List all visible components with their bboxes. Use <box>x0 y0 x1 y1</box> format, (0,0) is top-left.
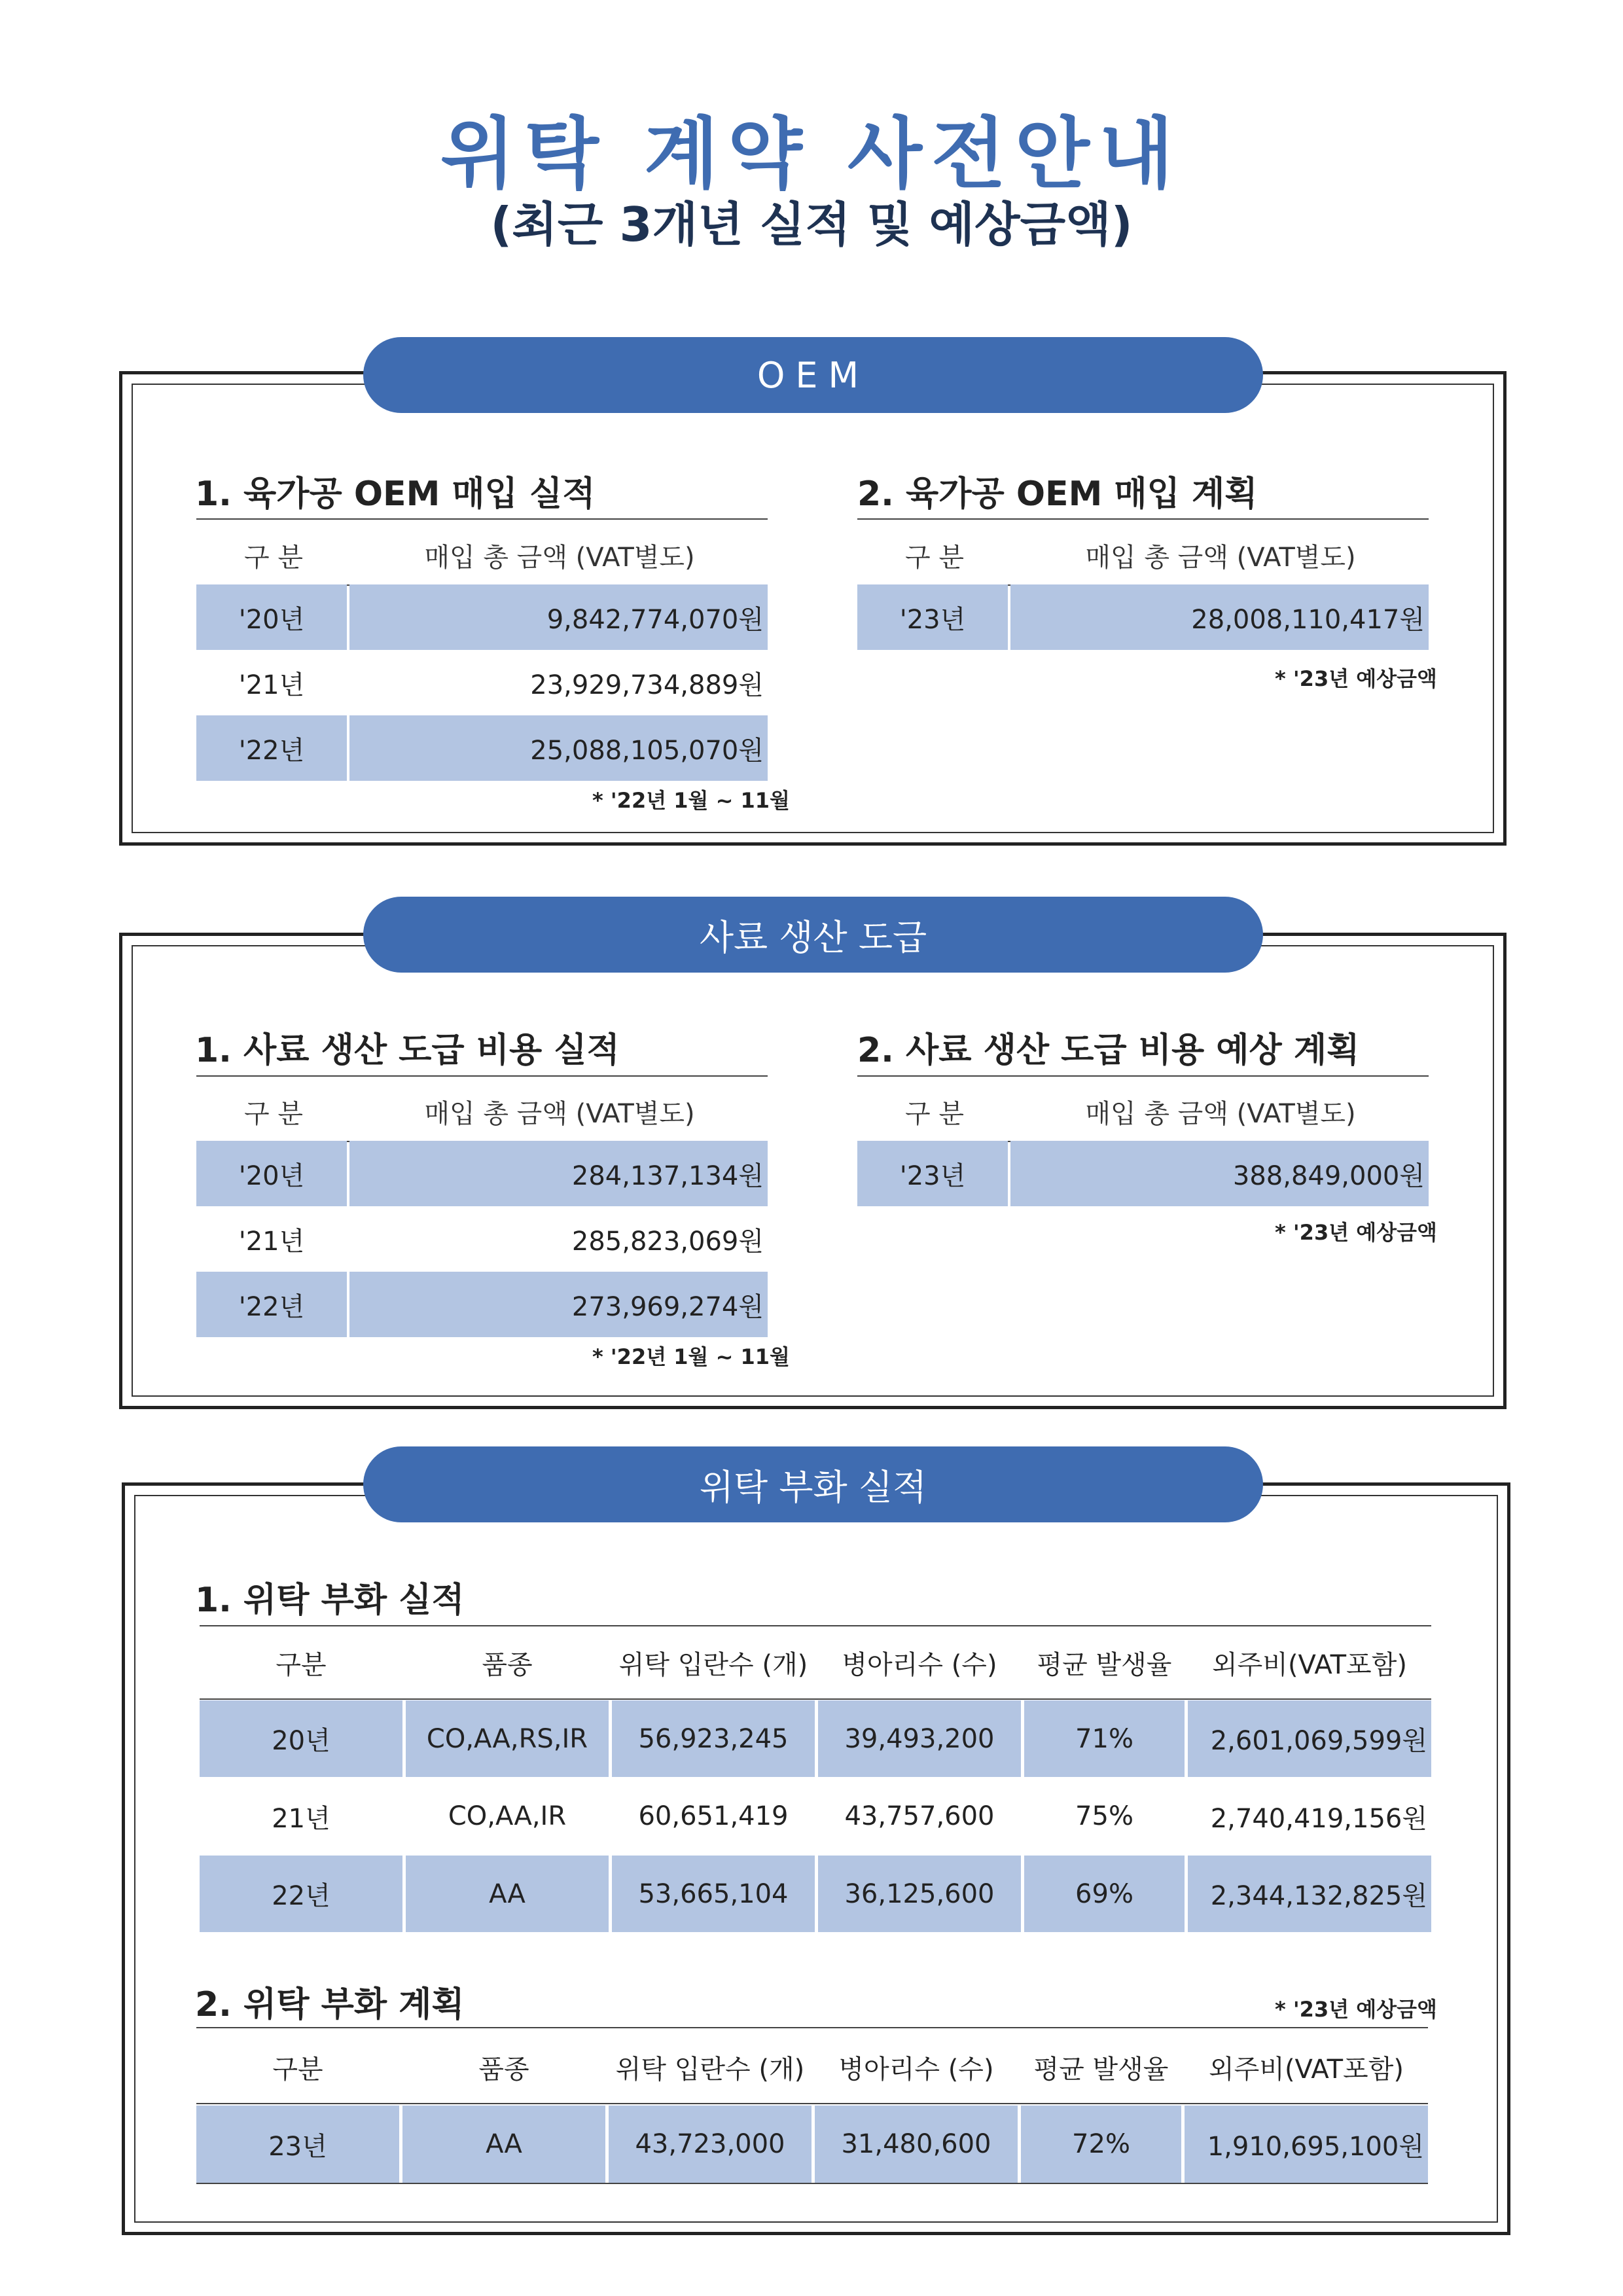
col-header: 구분 <box>276 1649 327 1680</box>
hatch-actual-cell: 39,493,200 <box>818 1700 1021 1777</box>
hatch-plan-cell: 31,480,600 <box>815 2106 1018 2183</box>
hatch-actual-cell: 2,601,069,599원 <box>1188 1700 1431 1777</box>
feed-plan-heading: 2. 사료 생산 도급 비용 예상 계획 <box>857 1031 1360 1070</box>
feed-actual-amount-22: 273,969,274원 <box>349 1272 768 1337</box>
page-title: 위탁 계약 사전안내 <box>440 109 1183 199</box>
hatch-actual-cell: 20년 <box>200 1700 402 1777</box>
hatch-actual-header-row <box>200 1630 1431 1695</box>
table-row <box>196 1206 768 1272</box>
feed-actual-heading: 1. 사료 생산 도급 비용 실적 <box>195 1031 620 1070</box>
feed-actual-amount-21: 285,823,069원 <box>571 1226 764 1257</box>
table-row <box>200 1700 1431 1777</box>
hatch-actual-cell: 56,923,245 <box>612 1700 815 1777</box>
oem-actual-amount-22: 25,088,105,070원 <box>349 715 768 781</box>
col-header: 외주비(VAT포함) <box>1209 2054 1404 2085</box>
oem-actual-note: * '22년 1월 ~ 11월 <box>592 788 790 813</box>
col-header: 평균 발생율 <box>1037 1649 1172 1680</box>
hatch-actual-cell: 69% <box>1024 1856 1185 1932</box>
table-row <box>196 2106 1428 2183</box>
hatch-plan-cell: 1,910,695,100원 <box>1185 2106 1428 2183</box>
oem-actual-year-21: '21년 <box>238 670 305 700</box>
hatch-actual-cell: 53,665,104 <box>612 1856 815 1932</box>
hatch-actual-cell: 75% <box>1075 1801 1133 1831</box>
feed-actual-note: * '22년 1월 ~ 11월 <box>592 1344 790 1369</box>
hatch-actual-heading: 1. 위탁 부화 실적 <box>195 1581 465 1620</box>
hatch-actual-cell: 21년 <box>272 1803 330 1834</box>
col-header: 품종 <box>482 1649 533 1680</box>
oem-actual-year-20: '20년 <box>196 584 347 650</box>
hatch-actual-cell: 22년 <box>200 1856 402 1932</box>
hatch-actual-cell: 2,740,419,156원 <box>1210 1803 1427 1834</box>
table-row <box>196 1272 768 1337</box>
hatch-actual-cell: CO,AA,IR <box>448 1801 567 1831</box>
col-header: 구분 <box>272 2054 323 2085</box>
oem-plan-col-year: 구 분 <box>905 543 964 573</box>
hatch-actual-cell: 43,757,600 <box>844 1801 995 1831</box>
oem-actual-year-22: '22년 <box>196 715 347 781</box>
feed-plan-col-amount: 매입 총 금액 (VAT별도) <box>1085 1099 1356 1129</box>
hatch-plan-header-row <box>196 2034 1428 2100</box>
feed-plan-col-year: 구 분 <box>905 1099 964 1129</box>
feed-plan-amount-23: 388,849,000원 <box>1010 1141 1429 1206</box>
table-row <box>196 584 768 650</box>
col-header: 위탁 입란수 (개) <box>618 1649 808 1680</box>
hatch-section-header: 위탁 부화 실적 <box>363 1446 1263 1522</box>
table-row <box>200 1856 1431 1932</box>
col-header: 평균 발생율 <box>1033 2054 1169 2085</box>
feed-actual-col-year: 구 분 <box>244 1099 303 1129</box>
hatch-plan-note: * '23년 예상금액 <box>1275 1997 1437 2022</box>
oem-plan-year-23: '23년 <box>857 584 1008 650</box>
page-subtitle: (최근 3개년 실적 및 예상금액) <box>490 197 1133 252</box>
hatch-actual-cell: 71% <box>1024 1700 1185 1777</box>
oem-plan-note: * '23년 예상금액 <box>1275 666 1437 691</box>
feed-actual-col-amount: 매입 총 금액 (VAT별도) <box>424 1099 695 1129</box>
table-row <box>196 715 768 781</box>
feed-actual-year-22: '22년 <box>196 1272 347 1337</box>
hatch-actual-cell: AA <box>406 1856 609 1932</box>
feed-actual-year-21: '21년 <box>238 1226 305 1257</box>
oem-plan-amount-23: 28,008,110,417원 <box>1010 584 1429 650</box>
oem-actual-heading: 1. 육가공 OEM 매입 실적 <box>195 475 596 514</box>
feed-plan-year-23: '23년 <box>857 1141 1008 1206</box>
col-header: 병아리수 (수) <box>842 1649 997 1680</box>
table-row <box>196 650 768 715</box>
oem-actual-col-year: 구 분 <box>244 543 303 573</box>
oem-actual-amount-21: 23,929,734,889원 <box>530 670 764 700</box>
col-header: 외주비(VAT포함) <box>1212 1649 1407 1680</box>
feed-actual-amount-20: 284,137,134원 <box>349 1141 768 1206</box>
hatch-actual-cell: 36,125,600 <box>818 1856 1021 1932</box>
feed-plan-note: * '23년 예상금액 <box>1275 1220 1437 1245</box>
feed-section-header: 사료 생산 도급 <box>363 897 1263 973</box>
hatch-plan-cell: 23년 <box>196 2106 399 2183</box>
oem-plan-heading: 2. 육가공 OEM 매입 계획 <box>857 475 1258 514</box>
table-row <box>857 1141 1429 1206</box>
oem-actual-col-amount: 매입 총 금액 (VAT별도) <box>424 543 695 573</box>
oem-plan-col-amount: 매입 총 금액 (VAT별도) <box>1085 543 1356 573</box>
oem-section-header: OEM <box>363 337 1263 413</box>
hatch-plan-heading: 2. 위탁 부화 계획 <box>195 1985 465 2024</box>
oem-actual-amount-20: 9,842,774,070원 <box>349 584 768 650</box>
col-header: 위탁 입란수 (개) <box>615 2054 805 2085</box>
col-header: 병아리수 (수) <box>838 2054 994 2085</box>
hatch-actual-cell: CO,AA,RS,IR <box>406 1700 609 1777</box>
hatch-plan-cell: 43,723,000 <box>609 2106 812 2183</box>
hatch-plan-cell: 72% <box>1021 2106 1181 2183</box>
table-row <box>857 584 1429 650</box>
feed-actual-year-20: '20년 <box>196 1141 347 1206</box>
hatch-plan-cell: AA <box>402 2106 605 2183</box>
table-row <box>196 1141 768 1206</box>
hatch-actual-cell: 60,651,419 <box>638 1801 789 1831</box>
table-row <box>200 1777 1431 1856</box>
col-header: 품종 <box>478 2054 529 2085</box>
hatch-actual-cell: 2,344,132,825원 <box>1188 1856 1431 1932</box>
